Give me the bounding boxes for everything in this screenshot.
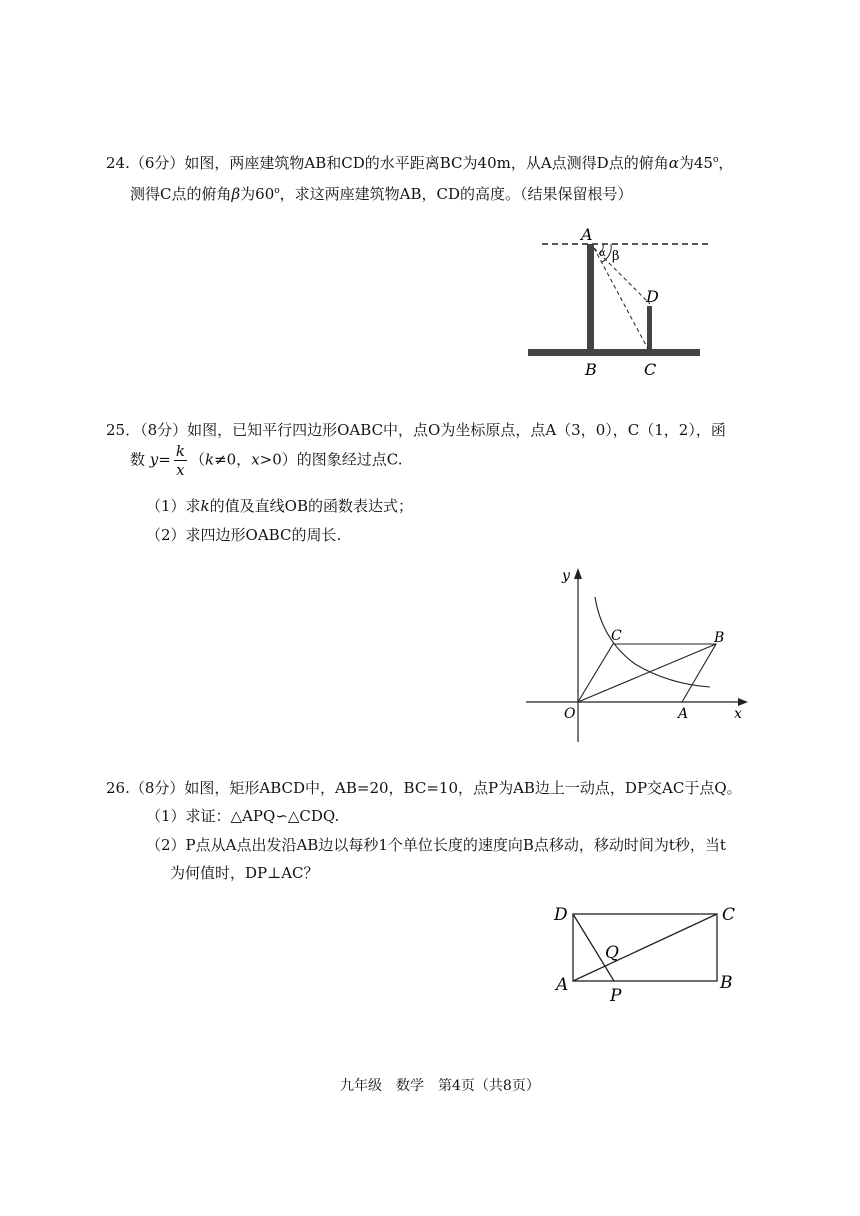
label-a: A xyxy=(556,975,569,995)
alpha-symbol: α xyxy=(668,154,679,172)
q25-figure xyxy=(520,562,760,747)
q24-line1: 24.（6分）如图，两座建筑物AB和CD的水平距离BC为40m，从A点测得D点的俯角α为45$^o$， xyxy=(106,154,734,172)
q24-figure xyxy=(520,222,720,382)
q24-line2: 测得C点的俯角β为60$^o$，求这两座建筑物AB，CD的高度。（结果保留根号） xyxy=(130,185,633,203)
y-axis-arrow xyxy=(574,568,582,579)
label-y: y xyxy=(562,568,570,584)
label-alpha: α xyxy=(599,248,606,259)
sight-line-ac xyxy=(594,248,648,349)
fraction-k-over-x: $\frac{k}{x}$ xyxy=(175,442,185,479)
q26-sub1: （1）求证：△APQ∽△CDQ. xyxy=(146,807,340,825)
label-d: D xyxy=(646,287,659,306)
label-p: P xyxy=(610,986,622,1006)
label-x: x xyxy=(734,706,742,722)
diagonal-ob xyxy=(578,644,716,702)
q25-sub1: （1）求k的值及直线OB的函数表达式； xyxy=(146,497,413,515)
label-c: C xyxy=(611,628,622,644)
q25-line1: 25．（8分）如图，已知平行四边形OABC中，点O为坐标原点，点A（3，0），C（1，2），函 xyxy=(106,421,726,439)
q26-figure xyxy=(548,900,748,1010)
label-c: C xyxy=(644,360,657,379)
label-c: C xyxy=(722,905,736,925)
q26-sub2a: （2）P点从A点出发沿AB边以每秒1个单位长度的速度向B点移动，移动时间为t秒，当t xyxy=(146,836,726,854)
label-d: D xyxy=(554,905,568,925)
label-a: A xyxy=(581,225,593,244)
q25-line2: 数 y= $\frac{k}{x}$ （k≠0，x>0）的图象经过点C. xyxy=(130,442,403,479)
label-b: B xyxy=(720,973,733,993)
q25-sub2: （2）求四边形OABC的周长. xyxy=(146,526,342,544)
q26-sub2b: 为何值时，DP⊥AC？ xyxy=(170,864,319,882)
q26-line1: 26.（8分）如图，矩形ABCD中，AB=20，BC=10，点P为AB边上一动点，DP交AC于点Q。 xyxy=(106,779,742,797)
building-ab xyxy=(587,244,594,350)
beta-symbol: β xyxy=(231,185,241,203)
building-cd xyxy=(647,306,652,350)
label-q: Q xyxy=(605,943,619,963)
label-beta: β xyxy=(612,249,620,264)
label-a: A xyxy=(678,706,689,722)
diagonal-ac xyxy=(573,914,717,981)
x-axis-arrow xyxy=(738,698,748,706)
ground xyxy=(528,349,700,356)
label-b: B xyxy=(585,360,597,379)
page-footer: 九年级 数学 第4页（共8页） xyxy=(340,1078,540,1094)
label-o: O xyxy=(564,706,576,722)
label-b: B xyxy=(714,630,725,646)
